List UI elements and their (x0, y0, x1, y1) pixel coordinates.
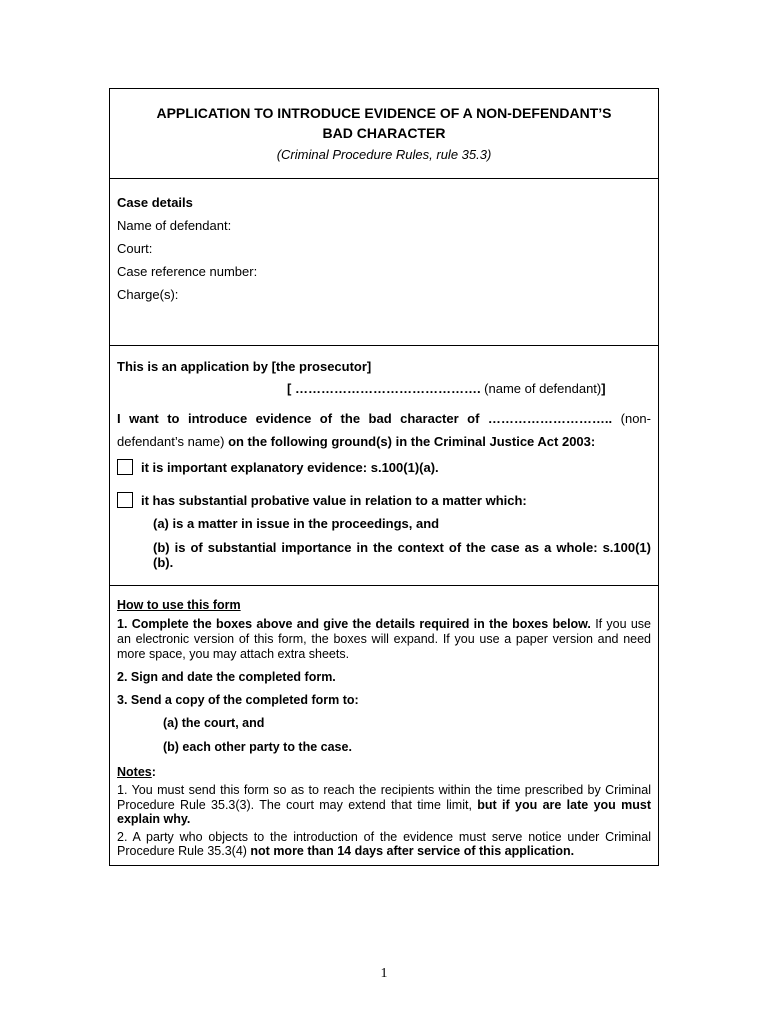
court-field[interactable]: Court: (117, 241, 153, 256)
notes-heading-text: Notes (117, 765, 152, 779)
grounds-text: on the following ground(s) in the Criminal Justice Act 2003: (224, 434, 596, 449)
how-to-step3: 3. Send a copy of the completed form to: (117, 693, 359, 707)
option-probative-sub-b: (b) is of substantial importance in the context of the case as a whole: s.100(1)(b). (153, 540, 651, 570)
explanatory-evidence-checkbox[interactable] (117, 459, 133, 475)
case-reference-field[interactable]: Case reference number: (117, 264, 258, 279)
probative-value-checkbox[interactable] (117, 492, 133, 508)
how-to-step1-bold: 1. Complete the boxes above and give the details required in the boxes below. (117, 617, 591, 631)
how-to-heading: How to use this form (117, 598, 241, 612)
note-1 (117, 783, 651, 827)
option-probative-row (117, 490, 651, 510)
charges-field[interactable]: Charge(s): (117, 287, 179, 302)
note-2 (117, 830, 651, 859)
option-explanatory-row (117, 457, 651, 477)
defendant-hint: (name of defendant) (480, 381, 602, 396)
how-to-step3-b: (b) each other party to the case. (163, 740, 352, 754)
form-title-line1: APPLICATION TO INTRODUCE EVIDENCE OF A NON-DEFENDANT’S (156, 105, 612, 121)
notes-heading (117, 765, 651, 780)
how-to-step3-a: (a) the court, and (163, 716, 265, 730)
how-to-use-section (110, 586, 658, 865)
note-2-text: 2. A party who objects to the introduction of the evidence must serve notice under Criminal Procedure Rule 35.3(4) (117, 829, 651, 858)
introduce-evidence-statement (117, 407, 651, 453)
case-details-heading: Case details (117, 195, 193, 210)
title-section (110, 89, 658, 179)
note-1-text: 1. You must send this form so as to reach the recipients within the time prescribed by Criminal Procedure Rule 35.3(3). The court may extend that time limit, (117, 783, 651, 812)
notes-heading-colon: : (151, 765, 156, 779)
how-to-step1-text: If you use an electronic version of this form, the boxes will expand. If you use a paper version and need more space, you may attach extra sheets. (117, 617, 651, 661)
page-number: 1 (380, 966, 388, 981)
note-1-bold: but if you are late you must explain why. (117, 797, 651, 826)
defendant-bracket-close: ] (601, 381, 606, 396)
defendant-blank[interactable]: [ ……………………………………. (287, 381, 481, 396)
case-details-section (110, 179, 658, 346)
defendant-applicant-line (117, 378, 651, 400)
application-section (110, 346, 658, 586)
application-form (109, 88, 659, 866)
option-probative-sub-a: (a) is a matter in issue in the proceedings, and (153, 516, 440, 531)
nondefendant-hint: (non-defendant’s name) (117, 411, 651, 449)
option-probative-label: it has substantial probative value in relation to a matter which: (141, 492, 527, 508)
nondefendant-blank[interactable]: I want to introduce evidence of the bad character of ……………………….. (117, 411, 613, 426)
form-title-line2: BAD CHARACTER (322, 125, 446, 141)
applicant-line: This is an application by [the prosecutor] (117, 359, 372, 374)
defendant-name-field[interactable]: Name of defendant: (117, 218, 232, 233)
option-explanatory-label: it is important explanatory evidence: s.100(1)(a). (141, 459, 439, 475)
how-to-step1 (117, 617, 651, 662)
note-2-bold: not more than 14 days after service of this application. (250, 844, 575, 858)
form-subtitle: (Criminal Procedure Rules, rule 35.3) (276, 147, 492, 162)
how-to-step2: 2. Sign and date the completed form. (117, 670, 336, 684)
